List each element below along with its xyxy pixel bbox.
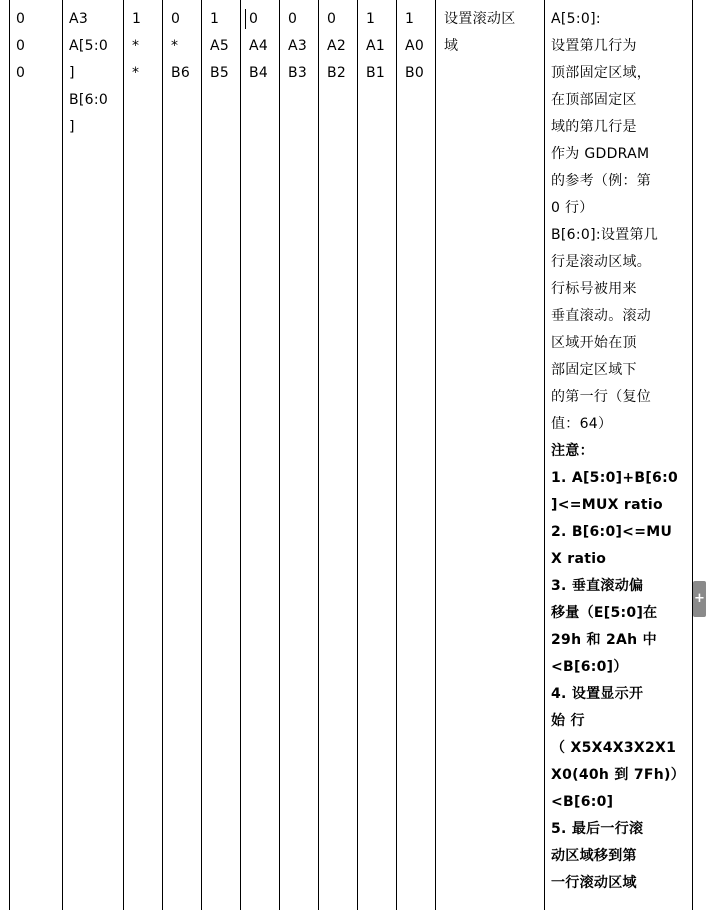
desc-line: A[5:0]: — [551, 11, 601, 27]
desc-line: 区域开始在顶 — [551, 335, 637, 351]
desc-line: 设置第几行为 — [551, 38, 637, 54]
col-hex: A3 A[5:0 ] B[6:0 ] — [63, 0, 124, 910]
command-table — [9, 0, 693, 910]
desc-line: 垂直滚动。滚动 — [551, 308, 652, 324]
col-d7: 1 * * — [124, 0, 163, 910]
desc-line: 值：64） — [551, 416, 613, 432]
note-line: 一行滚动区域 — [551, 875, 637, 891]
note-line: 移量（E[5:0]在 — [551, 605, 658, 621]
col-d0: 1 A0 B0 — [397, 0, 436, 910]
col-d-c: 0 0 0 — [10, 0, 63, 910]
desc-line: 的参考（例：第 — [551, 173, 652, 189]
table-row — [10, 0, 693, 910]
desc-line: 行标号被用来 — [551, 281, 637, 297]
note-line: <B[6:0] — [551, 794, 614, 810]
desc-line: B[6:0]:设置第几 — [551, 227, 659, 243]
col-d1: 1 A1 B1 — [358, 0, 397, 910]
note-line: X ratio — [551, 551, 607, 567]
col-d4: 0 A4 B4 — [241, 0, 280, 910]
desc-line: 顶部固定区域， — [551, 65, 652, 81]
col-d3: 0 A3 B3 — [280, 0, 319, 910]
note-line: <B[6:0]） — [551, 659, 628, 675]
note-line: X0(40h 到 7Fh)） — [551, 767, 686, 783]
desc-line: 域的第几行是 — [551, 119, 637, 135]
desc-line: 行是滚动区域。 — [551, 254, 652, 270]
col-command: 设置滚动区 域 — [436, 0, 545, 910]
note-line: 1. A[5:0]+B[6:0 — [551, 470, 679, 486]
text-cursor — [245, 9, 246, 29]
desc-line: 的第一行（复位 — [551, 389, 652, 405]
desc-line: 0 行） — [551, 200, 594, 216]
col-d5: 1 A5 B5 — [202, 0, 241, 910]
note-line: 4. 设置显示开 — [551, 686, 644, 702]
desc-line: 在顶部固定区 — [551, 92, 637, 108]
note-line: 5. 最后一行滚 — [551, 821, 644, 837]
side-expand-tab[interactable] — [693, 581, 706, 617]
note-line: （ X5X4X3X2X1 — [551, 740, 677, 756]
note-line: 始 行 — [551, 713, 585, 729]
col-d2: 0 A2 B2 — [319, 0, 358, 910]
col-description — [545, 0, 693, 910]
notes-heading: 注意： — [551, 443, 594, 459]
note-line: ]<=MUX ratio — [551, 497, 663, 513]
note-line: 动区域移到第 — [551, 848, 637, 864]
note-line: 3. 垂直滚动偏 — [551, 578, 644, 594]
note-line: 29h 和 2Ah 中 — [551, 632, 657, 648]
col-d6: 0 * B6 — [163, 0, 202, 910]
note-line: 2. B[6:0]<=MU — [551, 524, 673, 540]
plus-icon: + — [694, 591, 705, 606]
desc-line: 部固定区域下 — [551, 362, 637, 378]
desc-line: 作为 GDDRAM — [551, 146, 650, 162]
